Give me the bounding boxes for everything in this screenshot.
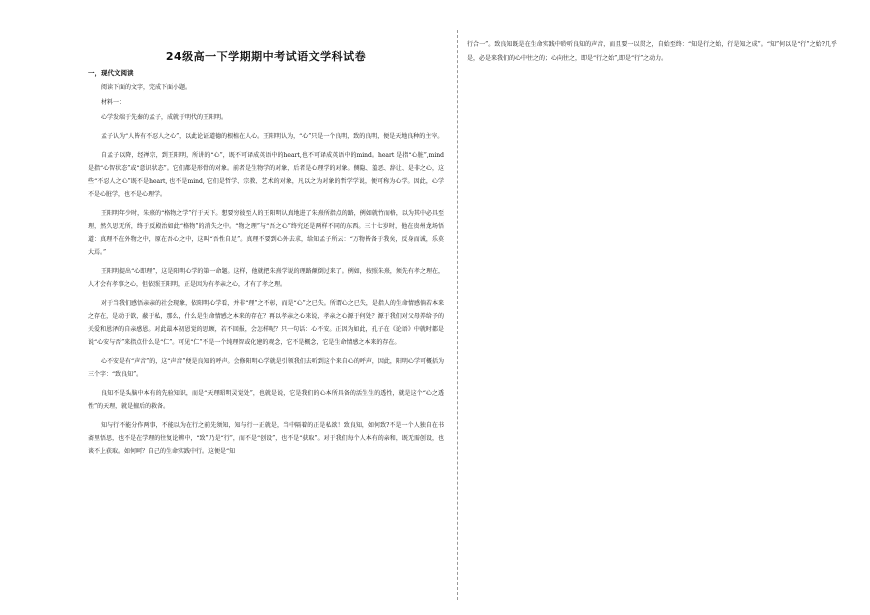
body-paragraph: 自孟子以降，经禅宗，到王阳明，所讲的“心”，既不可译成英语中的heart,也不可译成英语中的mind。heart 是指“心脏”,mind 是指“心智状态”或“意识状态”。它们都是形骨的对象。前者是生物学的对象，后者是心理学的对象。侧隐、羞恶、辞让、是非之心，这些“不忍人之心”既不是heart, 也不是mind, 它们是哲学、宗教、艺术的对象，凡以之为对象的哲学学说，便可称为心学。因此，心学不是心脏学，也不是心理学。 <box>88 152 444 198</box>
section-heading: 一，现代文阅读 <box>88 69 134 77</box>
body-paragraph: 心学发端于先秦的孟子，成就于明代的王阳明。 <box>101 114 228 121</box>
column-divider <box>457 30 458 600</box>
body-paragraph: 对于当我们感悟亲亲的社会现象，依阳明心学看，并非“理”之不彰，而是“心”之已失。所谓心之已失，是指人的生命情感倘若本来之存在，是动于欲，蔽于私，那么，什么是生命情感之本来的存在？再以孝亲之心来说，孝亲之心源于何处？源于我们对父母养给予的关爱和恩泽的自亲感恩。对此最本初恩觉的思顾，若不回报，会怎样呢？只一句话：心不安。正因为如此，孔子在《论语》中就时都是说“心安与否”来指点什么是“仁”。可见“仁”不是一个纯理智或化建的观念，它不是概念，它是生命情感之本来的存在。 <box>88 300 444 346</box>
body-paragraph: 良知不是头脑中本有的先验知识，而是“天理昭明灵觉处”，也就是说，它是我们的心本所具备的活生生的透性，就是这个“心之透性”的天理，就是擅后的救备。 <box>88 390 444 410</box>
instruction-paragraph: 阅读下面的文字，完成下面小题。 <box>101 84 192 91</box>
exam-title: 24级高一下学期期中考试语文学科试卷 <box>165 50 367 63</box>
body-paragraph: 心不安是有“声音”的，这“声音”便是良知的呼声。会修阳明心学就是引领我们去听到这个来自心的呼声，因此，阳明心学可概括为三个字：“致良知”。 <box>88 358 444 378</box>
right-column <box>467 38 837 65</box>
material-label: 材料一： <box>101 99 126 106</box>
body-paragraph: 知与行不能分作两事，不能以为在行之前先须知，知与行一正就是，当中隔着的正是私欲！致良知，如何致?不是一个人独自在书斋里悟思，也不是在学理的往复论辨中，“致”乃是“行”，而不是“创设”，也不是“获取”。对于我们每个人本有的亲和，既无需创设，也谈不上获取。如何呵？自己的生命实践中行。这便是“知 <box>88 422 444 455</box>
body-paragraph: 王阳明提出“心即理”，这是阳明心学的第一命题。这样，他就把朱熹学说的理路颠倒过来了。例如，按照朱熹，须先有孝之理在，人才会有孝事之心，但依照王阳明，正是因为有孝亲之心，才有了孝之理。 <box>88 268 444 288</box>
left-column <box>88 40 444 464</box>
body-paragraph: 王阳明年少时，朱熹的“格物之学”行于天下。想要穷彼至人的王阳明认真地进了朱熹所指点的路，例如就竹而格，以为其中必具至理，然久思无所，终于反殿治如此“格物”的消失之中。“物之理”与“吾之心”终究还是两样不同的东西。三十七岁时，他在贵州龙场悟道：真理不在外物之中，原在吾心之中，这叫“吾性自足”。真理不要到心外去求，给知孟子所云：“万物皆备于我矣，反身而诚，乐莫大焉。” <box>88 210 444 256</box>
body-paragraph: 孟子认为“人皆有不忍人之心”，以此论证道德的根植在人心。王阳明认为，“心”只是一个良明，致的良明，便是天地良种的主宰。 <box>101 133 444 140</box>
continued-paragraph: 行合一”。致良知既是在生命实践中聆听良知的声音，而且要一以贯之，自始至终：“知是行之始，行是知之成”。“知”何以是“行”之始?几乎是，必是来我们的心中往之的；心向往之，即是“行之始”,即是“行”之动力。 <box>467 41 837 62</box>
